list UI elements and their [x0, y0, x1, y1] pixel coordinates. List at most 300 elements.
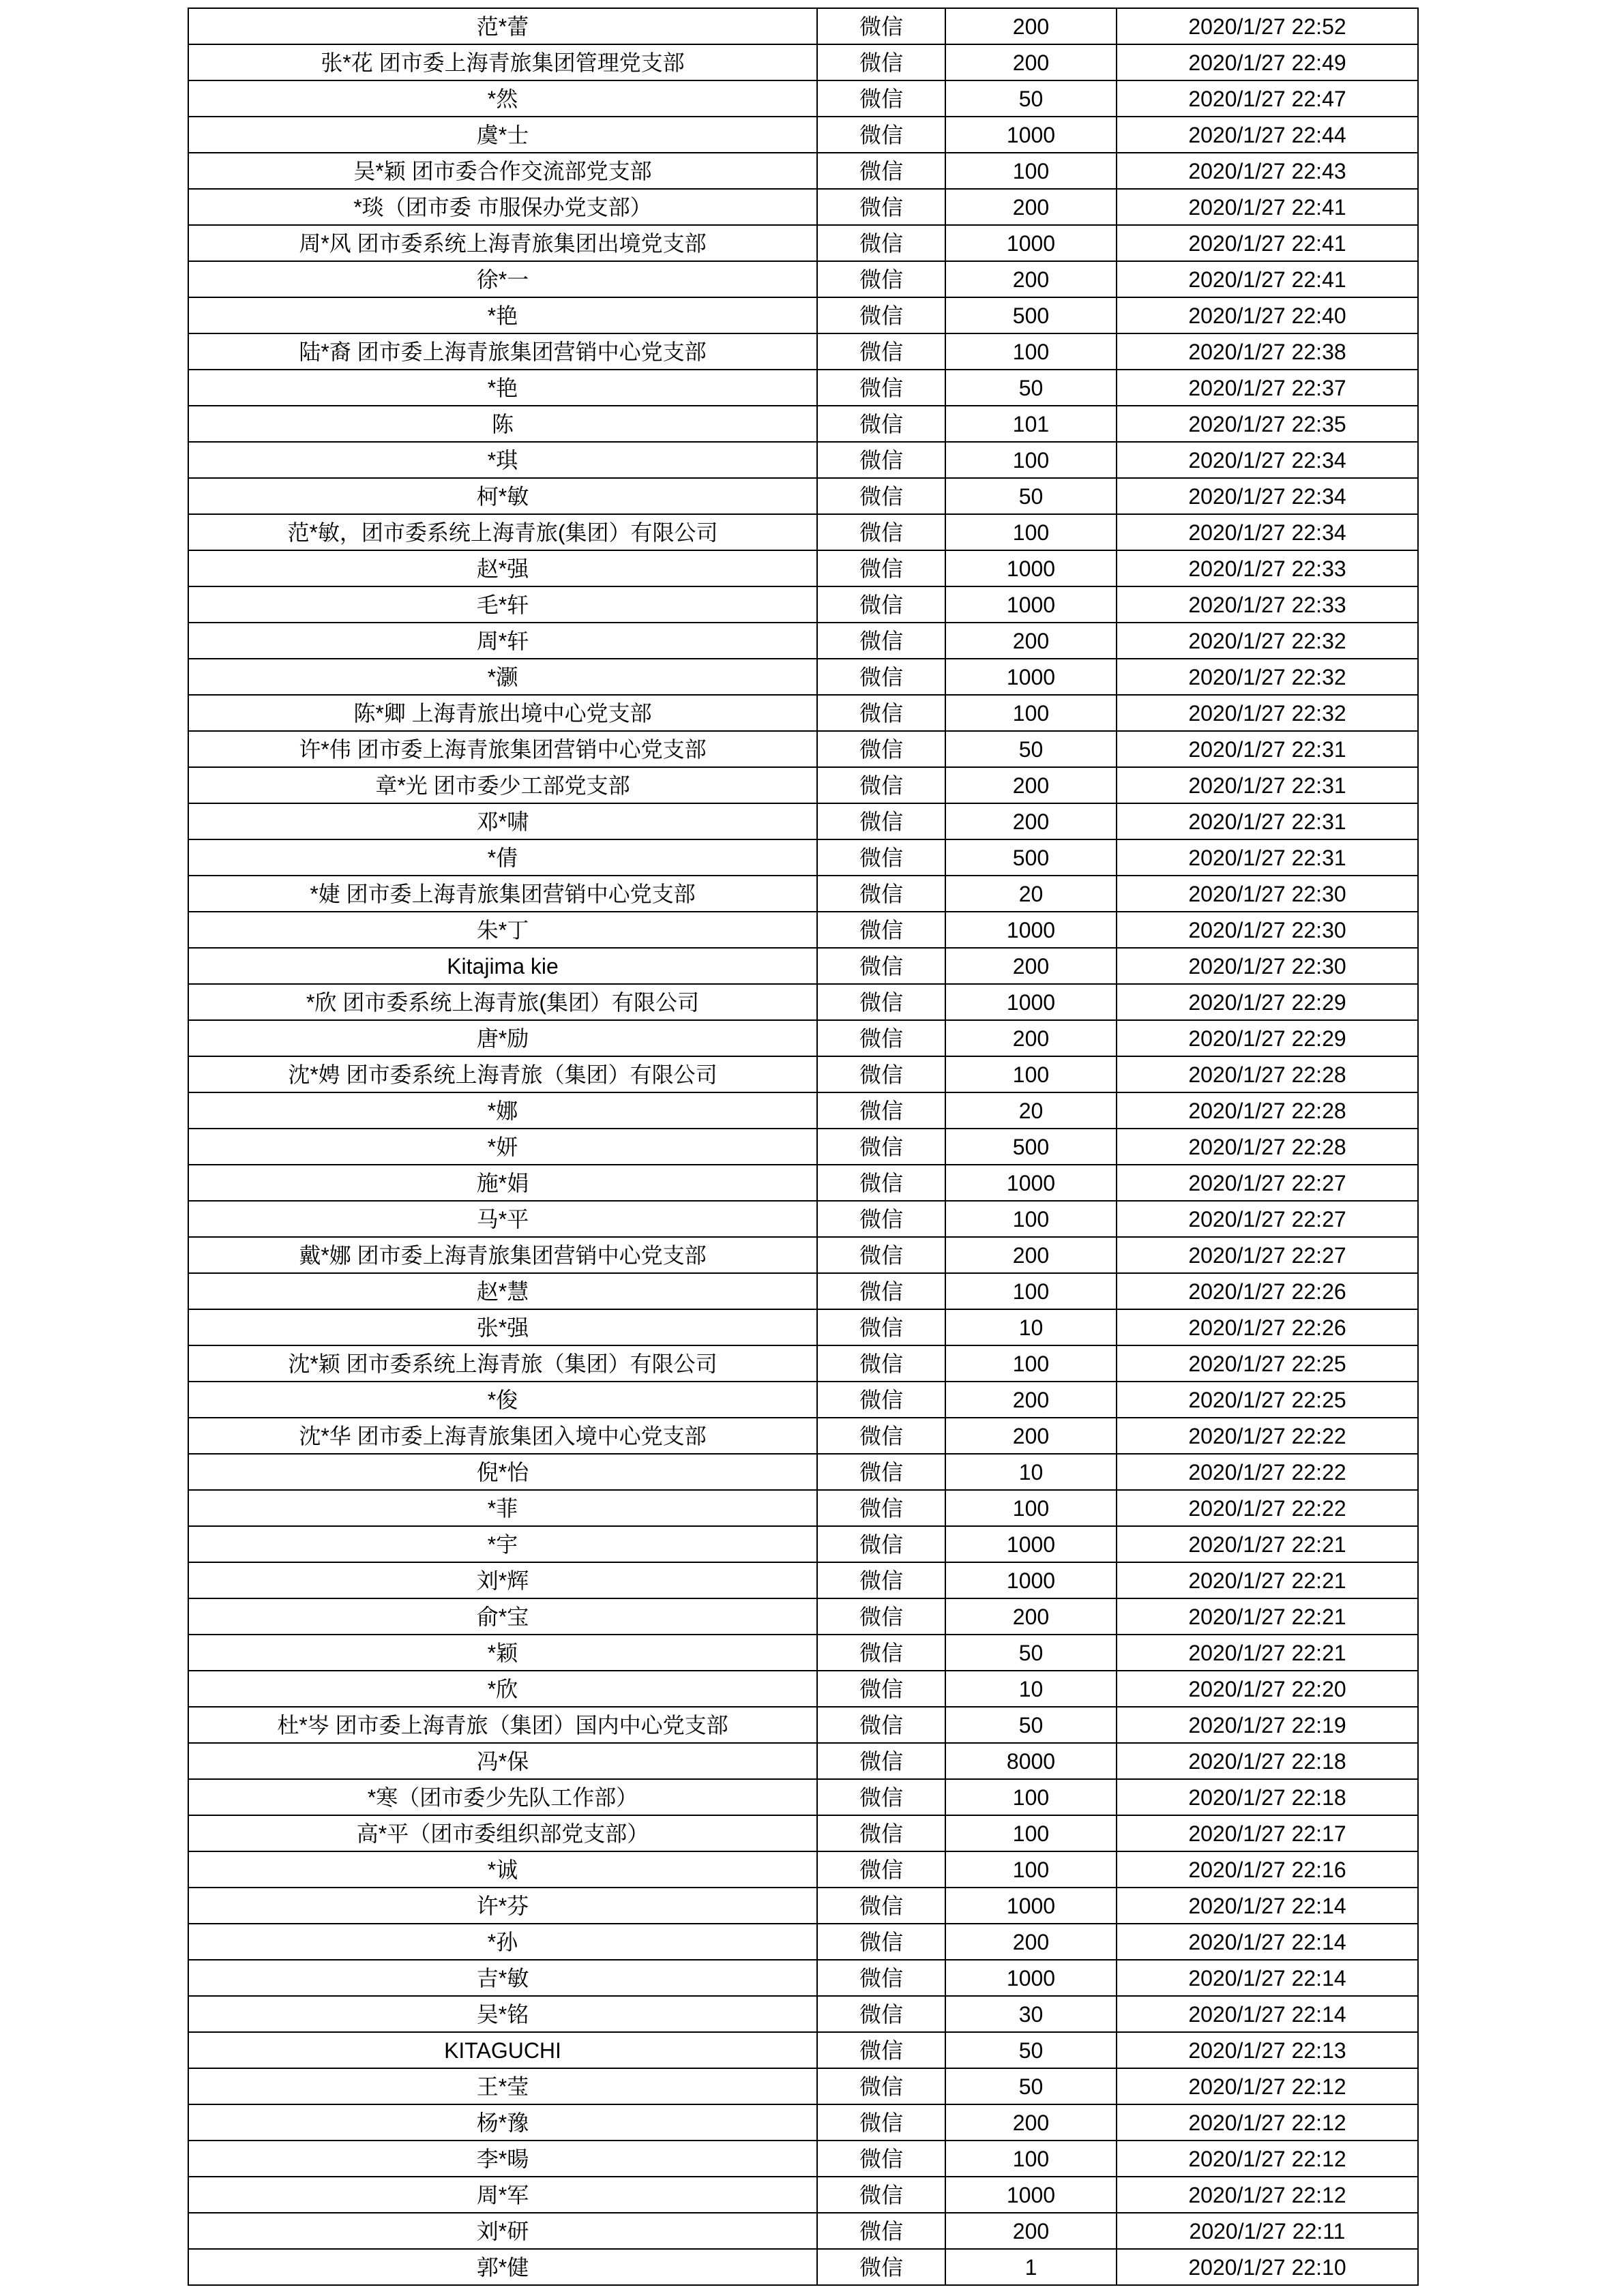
donation-time-cell: 2020/1/27 22:44 [1117, 117, 1419, 153]
table-row [189, 1563, 1419, 1599]
table-row [189, 406, 1419, 443]
amount-cell: 1 [946, 2250, 1117, 2286]
table-row [189, 1165, 1419, 1202]
table-row [189, 1202, 1419, 1238]
table-row [189, 1599, 1419, 1635]
donation-time-cell: 2020/1/27 22:25 [1117, 1346, 1419, 1382]
donation-time-cell: 2020/1/27 22:14 [1117, 1924, 1419, 1960]
donor-name-cell: 周*风 团市委系统上海青旅集团出境党支部 [189, 226, 818, 262]
donation-time-cell: 2020/1/27 22:40 [1117, 298, 1419, 334]
donor-name-cell: 邓*啸 [189, 804, 818, 840]
table-row [189, 1093, 1419, 1129]
donation-time-cell: 2020/1/27 22:28 [1117, 1057, 1419, 1093]
payment-method-cell: 微信 [818, 9, 946, 45]
donor-name-cell: *婕 团市委上海青旅集团营销中心党支部 [189, 876, 818, 912]
table-row [189, 1852, 1419, 1888]
table-row [189, 623, 1419, 659]
donor-name-cell: 俞*宝 [189, 1599, 818, 1635]
amount-cell: 200 [946, 1238, 1117, 1274]
amount-cell: 100 [946, 515, 1117, 551]
donation-time-cell: 2020/1/27 22:30 [1117, 949, 1419, 985]
payment-method-cell: 微信 [818, 2033, 946, 2069]
table-row [189, 2141, 1419, 2177]
donor-name-cell: 郭*健 [189, 2250, 818, 2286]
table-row [189, 840, 1419, 876]
donor-name-cell: 沈*华 团市委上海青旅集团入境中心党支部 [189, 1418, 818, 1455]
donation-time-cell: 2020/1/27 22:27 [1117, 1165, 1419, 1202]
donation-time-cell: 2020/1/27 22:31 [1117, 732, 1419, 768]
amount-cell: 200 [946, 1382, 1117, 1418]
payment-method-cell: 微信 [818, 1418, 946, 1455]
payment-method-cell: 微信 [818, 696, 946, 732]
donor-name-cell: 周*轩 [189, 623, 818, 659]
donation-time-cell: 2020/1/27 22:32 [1117, 623, 1419, 659]
donor-name-cell: 许*伟 团市委上海青旅集团营销中心党支部 [189, 732, 818, 768]
donation-time-cell: 2020/1/27 22:17 [1117, 1816, 1419, 1852]
donation-time-cell: 2020/1/27 22:27 [1117, 1238, 1419, 1274]
payment-method-cell: 微信 [818, 479, 946, 515]
donation-time-cell: 2020/1/27 22:14 [1117, 1888, 1419, 1924]
table-row [189, 1671, 1419, 1708]
table-row [189, 262, 1419, 298]
payment-method-cell: 微信 [818, 768, 946, 804]
amount-cell: 200 [946, 804, 1117, 840]
payment-method-cell: 微信 [818, 1744, 946, 1780]
donor-name-cell: 周*军 [189, 2177, 818, 2213]
donor-name-cell: 赵*慧 [189, 1274, 818, 1310]
donor-name-cell: *艳 [189, 298, 818, 334]
amount-cell: 1000 [946, 659, 1117, 696]
donor-name-cell: 吴*颖 团市委合作交流部党支部 [189, 153, 818, 190]
donor-name-cell: *艳 [189, 370, 818, 406]
payment-method-cell: 微信 [818, 2213, 946, 2250]
donor-name-cell: 张*强 [189, 1310, 818, 1346]
donation-time-cell: 2020/1/27 22:29 [1117, 985, 1419, 1021]
amount-cell: 10 [946, 1310, 1117, 1346]
payment-method-cell: 微信 [818, 1455, 946, 1491]
payment-method-cell: 微信 [818, 1382, 946, 1418]
amount-cell: 50 [946, 732, 1117, 768]
donation-time-cell: 2020/1/27 22:16 [1117, 1852, 1419, 1888]
amount-cell: 20 [946, 1093, 1117, 1129]
amount-cell: 1000 [946, 2177, 1117, 2213]
amount-cell: 10 [946, 1671, 1117, 1708]
donation-time-cell: 2020/1/27 22:26 [1117, 1274, 1419, 1310]
payment-method-cell: 微信 [818, 1093, 946, 1129]
donor-name-cell: 戴*娜 团市委上海青旅集团营销中心党支部 [189, 1238, 818, 1274]
donation-time-cell: 2020/1/27 22:31 [1117, 768, 1419, 804]
donor-name-cell: 吴*铭 [189, 1997, 818, 2033]
donor-name-cell: *俊 [189, 1382, 818, 1418]
table-row [189, 153, 1419, 190]
amount-cell: 50 [946, 2033, 1117, 2069]
amount-cell: 100 [946, 1816, 1117, 1852]
donor-name-cell: *菲 [189, 1491, 818, 1527]
donor-name-cell: *琰（团市委 市服保办党支部） [189, 190, 818, 226]
donation-time-cell: 2020/1/27 22:28 [1117, 1129, 1419, 1165]
amount-cell: 200 [946, 190, 1117, 226]
amount-cell: 100 [946, 1780, 1117, 1816]
payment-method-cell: 微信 [818, 1346, 946, 1382]
donor-name-cell: 沈*颖 团市委系统上海青旅（集团）有限公司 [189, 1346, 818, 1382]
donation-time-cell: 2020/1/27 22:35 [1117, 406, 1419, 443]
table-row [189, 551, 1419, 587]
donor-name-cell: 高*平（团市委组织部党支部） [189, 1816, 818, 1852]
donation-time-cell: 2020/1/27 22:30 [1117, 912, 1419, 949]
donation-time-cell: 2020/1/27 22:32 [1117, 659, 1419, 696]
amount-cell: 10 [946, 1455, 1117, 1491]
donor-name-cell: 沈*娉 团市委系统上海青旅（集团）有限公司 [189, 1057, 818, 1093]
payment-method-cell: 微信 [818, 804, 946, 840]
amount-cell: 20 [946, 876, 1117, 912]
payment-method-cell: 微信 [818, 1165, 946, 1202]
payment-method-cell: 微信 [818, 949, 946, 985]
payment-method-cell: 微信 [818, 298, 946, 334]
amount-cell: 100 [946, 1852, 1117, 1888]
donor-name-cell: 张*花 团市委上海青旅集团管理党支部 [189, 45, 818, 81]
donation-time-cell: 2020/1/27 22:12 [1117, 2141, 1419, 2177]
table-row [189, 2105, 1419, 2141]
donation-time-cell: 2020/1/27 22:12 [1117, 2069, 1419, 2105]
payment-method-cell: 微信 [818, 1021, 946, 1057]
payment-method-cell: 微信 [818, 623, 946, 659]
payment-method-cell: 微信 [818, 1780, 946, 1816]
amount-cell: 50 [946, 2069, 1117, 2105]
amount-cell: 100 [946, 153, 1117, 190]
table-row [189, 1129, 1419, 1165]
donor-name-cell: *倩 [189, 840, 818, 876]
payment-method-cell: 微信 [818, 1563, 946, 1599]
table-row [189, 912, 1419, 949]
donation-time-cell: 2020/1/27 22:41 [1117, 226, 1419, 262]
table-row [189, 334, 1419, 370]
amount-cell: 1000 [946, 117, 1117, 153]
amount-cell: 1000 [946, 1563, 1117, 1599]
payment-method-cell: 微信 [818, 370, 946, 406]
amount-cell: 1000 [946, 551, 1117, 587]
donor-name-cell: *妍 [189, 1129, 818, 1165]
payment-method-cell: 微信 [818, 1852, 946, 1888]
donor-name-cell: 李*暘 [189, 2141, 818, 2177]
amount-cell: 100 [946, 1346, 1117, 1382]
donor-name-cell: *然 [189, 81, 818, 117]
amount-cell: 50 [946, 1708, 1117, 1744]
donation-time-cell: 2020/1/27 22:22 [1117, 1418, 1419, 1455]
donation-time-cell: 2020/1/27 22:34 [1117, 443, 1419, 479]
donation-time-cell: 2020/1/27 22:47 [1117, 81, 1419, 117]
amount-cell: 8000 [946, 1744, 1117, 1780]
donor-name-cell: 虞*士 [189, 117, 818, 153]
donation-time-cell: 2020/1/27 22:32 [1117, 696, 1419, 732]
donation-time-cell: 2020/1/27 22:26 [1117, 1310, 1419, 1346]
table-row [189, 1960, 1419, 1997]
payment-method-cell: 微信 [818, 732, 946, 768]
donor-name-cell: 刘*研 [189, 2213, 818, 2250]
payment-method-cell: 微信 [818, 2250, 946, 2286]
donation-time-cell: 2020/1/27 22:31 [1117, 804, 1419, 840]
amount-cell: 50 [946, 370, 1117, 406]
payment-method-cell: 微信 [818, 1671, 946, 1708]
amount-cell: 200 [946, 1418, 1117, 1455]
payment-method-cell: 微信 [818, 876, 946, 912]
table-row [189, 1382, 1419, 1418]
donation-time-cell: 2020/1/27 22:12 [1117, 2177, 1419, 2213]
donation-time-cell: 2020/1/27 22:38 [1117, 334, 1419, 370]
table-row [189, 1238, 1419, 1274]
table-row [189, 45, 1419, 81]
amount-cell: 200 [946, 2213, 1117, 2250]
amount-cell: 50 [946, 1635, 1117, 1671]
donation-time-cell: 2020/1/27 22:37 [1117, 370, 1419, 406]
table-row [189, 190, 1419, 226]
donor-name-cell: 毛*轩 [189, 587, 818, 623]
donation-time-cell: 2020/1/27 22:33 [1117, 551, 1419, 587]
amount-cell: 30 [946, 1997, 1117, 2033]
donor-name-cell: 唐*励 [189, 1021, 818, 1057]
amount-cell: 1000 [946, 1888, 1117, 1924]
donation-time-cell: 2020/1/27 22:21 [1117, 1527, 1419, 1563]
table-row [189, 1455, 1419, 1491]
payment-method-cell: 微信 [818, 1274, 946, 1310]
donor-name-cell: 陈 [189, 406, 818, 443]
payment-method-cell: 微信 [818, 1816, 946, 1852]
donation-time-cell: 2020/1/27 22:18 [1117, 1744, 1419, 1780]
payment-method-cell: 微信 [818, 1202, 946, 1238]
donation-time-cell: 2020/1/27 22:21 [1117, 1635, 1419, 1671]
amount-cell: 500 [946, 840, 1117, 876]
table-row [189, 985, 1419, 1021]
donor-name-cell: 吉*敏 [189, 1960, 818, 1997]
donation-time-cell: 2020/1/27 22:10 [1117, 2250, 1419, 2286]
amount-cell: 200 [946, 262, 1117, 298]
payment-method-cell: 微信 [818, 515, 946, 551]
donation-time-cell: 2020/1/27 22:19 [1117, 1708, 1419, 1744]
table-row [189, 732, 1419, 768]
donation-time-cell: 2020/1/27 22:34 [1117, 515, 1419, 551]
table-row [189, 1635, 1419, 1671]
amount-cell: 1000 [946, 912, 1117, 949]
amount-cell: 1000 [946, 1527, 1117, 1563]
donor-name-cell: 徐*一 [189, 262, 818, 298]
payment-method-cell: 微信 [818, 840, 946, 876]
donation-time-cell: 2020/1/27 22:21 [1117, 1563, 1419, 1599]
donor-name-cell: KITAGUCHI [189, 2033, 818, 2069]
donation-time-cell: 2020/1/27 22:25 [1117, 1382, 1419, 1418]
donation-time-cell: 2020/1/27 22:31 [1117, 840, 1419, 876]
payment-method-cell: 微信 [818, 912, 946, 949]
amount-cell: 200 [946, 45, 1117, 81]
table-row [189, 1744, 1419, 1780]
amount-cell: 100 [946, 1491, 1117, 1527]
amount-cell: 100 [946, 1274, 1117, 1310]
donor-name-cell: 陈*卿 上海青旅出境中心党支部 [189, 696, 818, 732]
donor-name-cell: *娜 [189, 1093, 818, 1129]
payment-method-cell: 微信 [818, 153, 946, 190]
donation-time-cell: 2020/1/27 22:41 [1117, 262, 1419, 298]
payment-method-cell: 微信 [818, 587, 946, 623]
table-row [189, 9, 1419, 45]
payment-method-cell: 微信 [818, 1924, 946, 1960]
payment-method-cell: 微信 [818, 45, 946, 81]
table-row [189, 1780, 1419, 1816]
payment-method-cell: 微信 [818, 551, 946, 587]
payment-method-cell: 微信 [818, 2177, 946, 2213]
amount-cell: 200 [946, 1924, 1117, 1960]
donation-time-cell: 2020/1/27 22:20 [1117, 1671, 1419, 1708]
payment-method-cell: 微信 [818, 117, 946, 153]
table-row [189, 1310, 1419, 1346]
donor-name-cell: 刘*辉 [189, 1563, 818, 1599]
table-row [189, 2250, 1419, 2286]
donor-name-cell: 王*莹 [189, 2069, 818, 2105]
amount-cell: 100 [946, 696, 1117, 732]
donor-name-cell: *欣 [189, 1671, 818, 1708]
donation-time-cell: 2020/1/27 22:52 [1117, 9, 1419, 45]
payment-method-cell: 微信 [818, 1708, 946, 1744]
table-row [189, 1346, 1419, 1382]
table-row [189, 226, 1419, 262]
amount-cell: 100 [946, 1057, 1117, 1093]
amount-cell: 1000 [946, 1165, 1117, 1202]
donation-time-cell: 2020/1/27 22:49 [1117, 45, 1419, 81]
donation-time-cell: 2020/1/27 22:30 [1117, 876, 1419, 912]
table-row [189, 768, 1419, 804]
amount-cell: 100 [946, 1202, 1117, 1238]
donor-name-cell: 冯*保 [189, 1744, 818, 1780]
payment-method-cell: 微信 [818, 443, 946, 479]
donor-name-cell: 施*娟 [189, 1165, 818, 1202]
donation-time-cell: 2020/1/27 22:33 [1117, 587, 1419, 623]
payment-method-cell: 微信 [818, 1599, 946, 1635]
table-row [189, 1021, 1419, 1057]
donor-name-cell: Kitajima kie [189, 949, 818, 985]
payment-method-cell: 微信 [818, 226, 946, 262]
table-row [189, 1997, 1419, 2033]
donation-table-body [189, 9, 1419, 2286]
amount-cell: 1000 [946, 587, 1117, 623]
payment-method-cell: 微信 [818, 2069, 946, 2105]
donation-table [188, 8, 1419, 2286]
table-row [189, 1924, 1419, 1960]
donation-time-cell: 2020/1/27 22:13 [1117, 2033, 1419, 2069]
table-row [189, 2069, 1419, 2105]
donation-time-cell: 2020/1/27 22:41 [1117, 190, 1419, 226]
table-row [189, 1418, 1419, 1455]
donor-name-cell: 杨*豫 [189, 2105, 818, 2141]
payment-method-cell: 微信 [818, 659, 946, 696]
payment-method-cell: 微信 [818, 1888, 946, 1924]
table-row [189, 876, 1419, 912]
donor-name-cell: 杜*岑 团市委上海青旅（集团）国内中心党支部 [189, 1708, 818, 1744]
donation-time-cell: 2020/1/27 22:21 [1117, 1599, 1419, 1635]
payment-method-cell: 微信 [818, 334, 946, 370]
donor-name-cell: *诚 [189, 1852, 818, 1888]
table-row [189, 804, 1419, 840]
donation-time-cell: 2020/1/27 22:14 [1117, 1960, 1419, 1997]
table-row [189, 81, 1419, 117]
payment-method-cell: 微信 [818, 1527, 946, 1563]
donor-name-cell: 陆*裔 团市委上海青旅集团营销中心党支部 [189, 334, 818, 370]
donation-time-cell: 2020/1/27 22:27 [1117, 1202, 1419, 1238]
table-row [189, 1708, 1419, 1744]
donor-name-cell: 朱*丁 [189, 912, 818, 949]
amount-cell: 200 [946, 1599, 1117, 1635]
payment-method-cell: 微信 [818, 1129, 946, 1165]
table-row [189, 696, 1419, 732]
payment-method-cell: 微信 [818, 406, 946, 443]
table-row [189, 1057, 1419, 1093]
donation-time-cell: 2020/1/27 22:12 [1117, 2105, 1419, 2141]
amount-cell: 100 [946, 334, 1117, 370]
payment-method-cell: 微信 [818, 1310, 946, 1346]
table-row [189, 1816, 1419, 1852]
donor-name-cell: *孙 [189, 1924, 818, 1960]
payment-method-cell: 微信 [818, 81, 946, 117]
amount-cell: 200 [946, 623, 1117, 659]
amount-cell: 101 [946, 406, 1117, 443]
table-row [189, 370, 1419, 406]
amount-cell: 100 [946, 443, 1117, 479]
amount-cell: 200 [946, 768, 1117, 804]
table-row [189, 479, 1419, 515]
donor-name-cell: *欣 团市委系统上海青旅(集团）有限公司 [189, 985, 818, 1021]
payment-method-cell: 微信 [818, 1238, 946, 1274]
amount-cell: 1000 [946, 226, 1117, 262]
payment-method-cell: 微信 [818, 1057, 946, 1093]
table-row [189, 2213, 1419, 2250]
donation-time-cell: 2020/1/27 22:11 [1117, 2213, 1419, 2250]
donor-name-cell: *颖 [189, 1635, 818, 1671]
table-row [189, 949, 1419, 985]
table-row [189, 443, 1419, 479]
amount-cell: 50 [946, 81, 1117, 117]
donation-time-cell: 2020/1/27 22:22 [1117, 1455, 1419, 1491]
donor-name-cell: *寒（团市委少先队工作部） [189, 1780, 818, 1816]
table-row [189, 2033, 1419, 2069]
payment-method-cell: 微信 [818, 190, 946, 226]
table-row [189, 587, 1419, 623]
donation-time-cell: 2020/1/27 22:18 [1117, 1780, 1419, 1816]
table-row [189, 515, 1419, 551]
donor-name-cell: 柯*敏 [189, 479, 818, 515]
payment-method-cell: 微信 [818, 1635, 946, 1671]
donor-name-cell: *灏 [189, 659, 818, 696]
amount-cell: 1000 [946, 1960, 1117, 1997]
donation-time-cell: 2020/1/27 22:22 [1117, 1491, 1419, 1527]
donor-name-cell: 范*敏，团市委系统上海青旅(集团）有限公司 [189, 515, 818, 551]
donation-time-cell: 2020/1/27 22:14 [1117, 1997, 1419, 2033]
donor-name-cell: *宇 [189, 1527, 818, 1563]
table-row [189, 1527, 1419, 1563]
payment-method-cell: 微信 [818, 1960, 946, 1997]
amount-cell: 200 [946, 1021, 1117, 1057]
table-row [189, 298, 1419, 334]
payment-method-cell: 微信 [818, 262, 946, 298]
donor-name-cell: 范*蕾 [189, 9, 818, 45]
amount-cell: 200 [946, 949, 1117, 985]
amount-cell: 50 [946, 479, 1117, 515]
amount-cell: 1000 [946, 985, 1117, 1021]
donor-name-cell: 章*光 团市委少工部党支部 [189, 768, 818, 804]
table-row [189, 1888, 1419, 1924]
donation-time-cell: 2020/1/27 22:28 [1117, 1093, 1419, 1129]
amount-cell: 500 [946, 298, 1117, 334]
payment-method-cell: 微信 [818, 1997, 946, 2033]
donation-time-cell: 2020/1/27 22:43 [1117, 153, 1419, 190]
donor-name-cell: 马*平 [189, 1202, 818, 1238]
payment-method-cell: 微信 [818, 985, 946, 1021]
amount-cell: 500 [946, 1129, 1117, 1165]
